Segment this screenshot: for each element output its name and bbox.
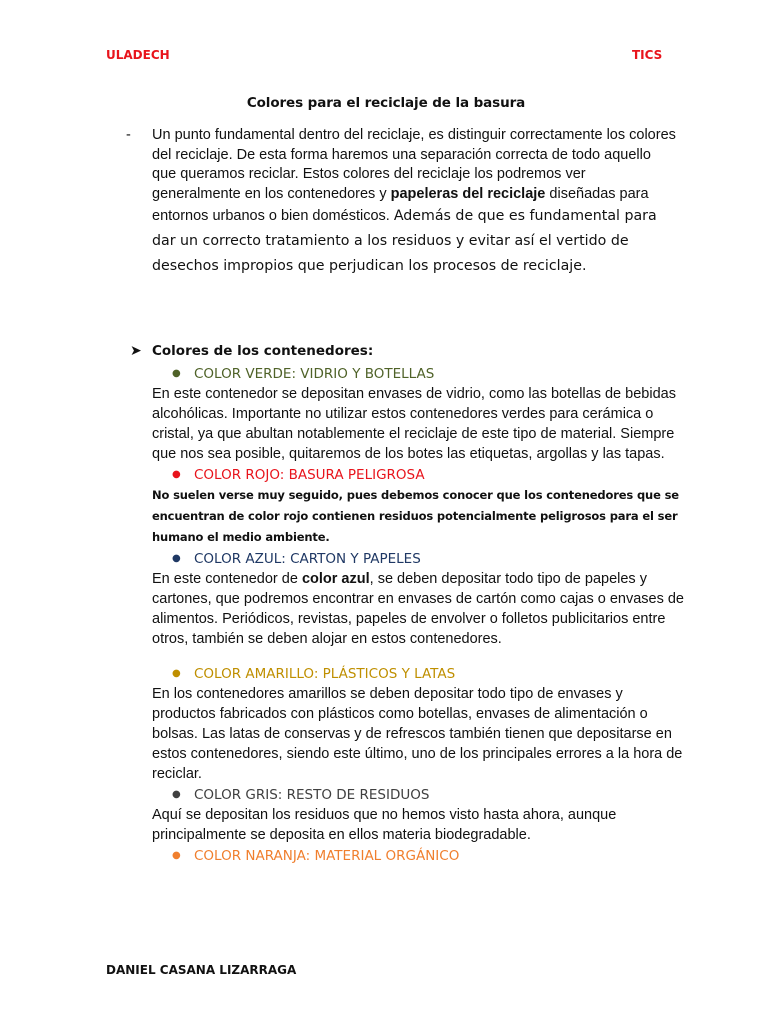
item-amarillo-label-text: COLOR AMARILLO: PLÁSTICOS Y LATAS [194, 665, 456, 682]
item-naranja-label-text: COLOR NARANJA: MATERIAL ORGÁNICO [194, 847, 460, 864]
dash-marker: - [126, 127, 131, 143]
intro-text-a: Un punto fundamental dentro del reciclaje, es distinguir correctamente los colores del reciclaje. De esta forma haremos una separación correcta de todo aquello que queramos reciclar. Estos colores del reciclaje los podremos ver generalmente en los contenedores y [152, 127, 676, 202]
item-azul-text-bold: color azul [301, 571, 370, 587]
item-azul-text-a: En este contenedor de [152, 571, 302, 587]
item-azul-label [172, 548, 690, 569]
section-heading-text: Colores de los contenedores: [152, 343, 374, 359]
header-right: TICS [632, 48, 663, 62]
item-gris-label-text: COLOR GRIS: RESTO DE RESIDUOS [194, 786, 430, 803]
bullet-dot-icon: ● [172, 789, 181, 800]
footer-author: DANIEL CASANA LIZARRAGA [106, 963, 297, 977]
item-naranja-label [172, 845, 690, 866]
bullet-dot-icon: ● [172, 553, 181, 564]
item-verde-label-text: COLOR VERDE: VIDRIO Y BOTELLAS [194, 365, 435, 382]
item-amarillo-label [172, 663, 690, 684]
arrow-bullet-icon: ➤ [130, 343, 142, 359]
section-heading [130, 339, 690, 363]
item-gris-text: Aquí se depositan los residuos que no hemos visto hasta ahora, aunque principalmente se deposita en ellos materia biodegradable. [152, 807, 617, 843]
item-gris-label [172, 784, 690, 805]
document-title-text: Colores para el reciclaje de la basura [246, 95, 526, 111]
bullet-dot-icon: ● [172, 850, 181, 861]
item-rojo-label [172, 464, 690, 485]
bullet-dot-icon: ● [172, 368, 181, 379]
item-amarillo-text: En los contenedores amarillos se deben depositar todo tipo de envases y productos fabricados con plásticos como botellas, envases de alimentación o bolsas. Las latas de conservas y de refrescos también tienen que depositarse en estos contenedores, siendo este último, uno de los principales errores a la hora de reciclar. [152, 686, 683, 782]
header-left: ULADECH [106, 48, 170, 62]
item-verde-label [172, 363, 690, 384]
item-azul-label-text: COLOR AZUL: CARTON Y PAPELES [194, 550, 421, 567]
item-verde-text: En este contenedor se depositan envases de vidrio, como las botellas de bebidas alcohólicas. Importante no utilizar estos contenedores verdes para cerámica o cristal, ya que abultan notablemente el reciclaje de este tipo de material. Siempre que nos sea posible, quitaremos de los botes las etiquetas, argollas y las tapas. [152, 386, 676, 462]
bullet-dot-icon: ● [172, 668, 181, 679]
document-title [0, 95, 768, 111]
item-azul-text-b: , se deben depositar todo tipo de papeles y cartones, que podremos encontrar en envases de cartón como cajas o envases de alimentos. Periódicos, revistas, papeles de envolver o folletos publicitarios entre otros, también se deben alojar en estos contenedores. [152, 571, 684, 647]
intro-text-c: Además de que es fundamental para dar un correcto tratamiento a los residuos y evitar así el vertido de desechos impropios que perjudican los procesos de reciclaje. [152, 208, 657, 274]
item-azul-text [152, 569, 690, 649]
intro-block [126, 126, 676, 279]
intro-text-b: diseñadas para entornos urbanos o bien domésticos. [152, 185, 649, 224]
spacer [130, 649, 690, 663]
item-rojo-label-text: COLOR ROJO: BASURA PELIGROSA [194, 466, 425, 483]
item-rojo-text: No suelen verse muy seguido, pues debemos conocer que los contenedores que se encuentran de color rojo contienen residuos potencialmente peligrosos para el ser humano el medio ambiente. [152, 488, 679, 544]
containers-section [130, 339, 690, 866]
intro-paragraph [152, 126, 676, 279]
intro-text-bold: papeleras del reciclaje [390, 185, 546, 202]
bullet-dot-icon: ● [172, 469, 181, 480]
